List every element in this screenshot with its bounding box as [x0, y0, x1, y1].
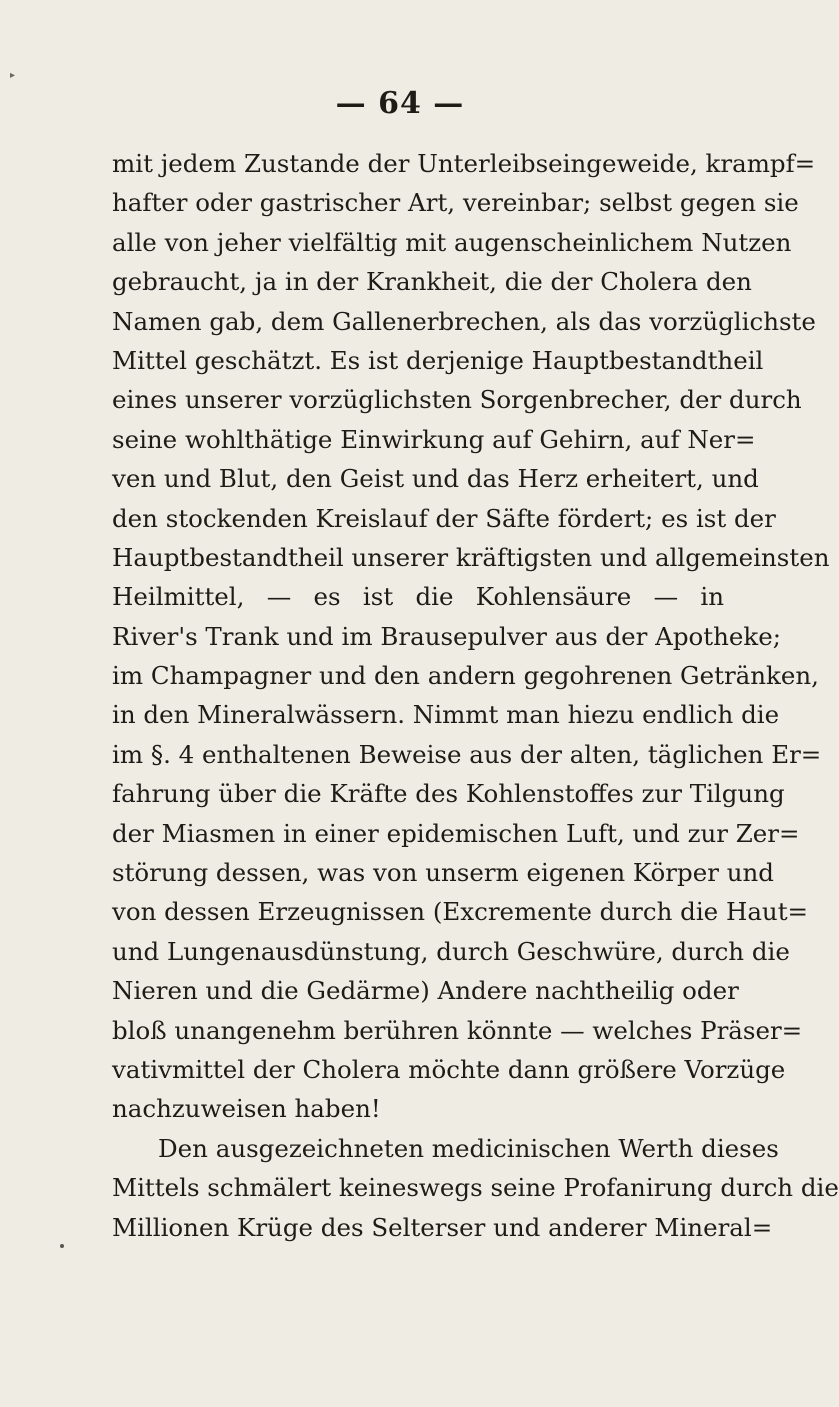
text-line: eines unserer vorzüglichsten Sorgenbrecher, der durch	[112, 385, 802, 415]
text-line: mit jedem Zustande der Unterleibseingeweide, krampf=	[112, 149, 816, 178]
text-line: in den Mineralwässern. Nimmt man hiezu endlich die	[112, 700, 780, 730]
text-line: im §. 4 enthaltenen Beweise aus der alten, täglichen Er=	[112, 739, 822, 769]
text-line: vativmittel der Cholera möchte dann größere Vorzüge	[112, 1054, 786, 1084]
text-line: von dessen Erzeugnissen (Excremente durch die Haut=	[112, 897, 809, 927]
text-line: seine wohlthätige Einwirkung auf Gehirn, auf Ner=	[112, 424, 756, 454]
text-line: nachzuweisen haben!	[112, 1094, 381, 1124]
text-line: bloß unangenehm berühren könnte — welches Präser=	[112, 1015, 803, 1045]
text-line: hafter oder gastrischer Art, vereinbar; selbst gegen sie	[112, 188, 799, 218]
text-line: alle von jeher vielfältig mit augenscheinlichem Nutzen	[112, 227, 792, 257]
text-line: River's Trank und im Brausepulver aus der Apotheke;	[112, 621, 781, 651]
body-text	[112, 144, 839, 1247]
text-line: Nieren und die Gedärme) Andere nachtheilig oder	[112, 976, 739, 1006]
text-line: gebraucht, ja in der Krankheit, die der Cholera den	[112, 267, 752, 297]
text-line: fahrung über die Kräfte des Kohlenstoffes zur Tilgung	[112, 779, 785, 809]
text-line: Mittel geschätzt. Es ist derjenige Hauptbestandtheil	[112, 345, 764, 375]
page-marker: ▸	[10, 70, 16, 81]
text-line: im Champagner und den andern gegohrenen Getränken,	[112, 661, 819, 691]
text-line: ven und Blut, den Geist und das Herz erheitert, und	[112, 464, 759, 494]
text-line: der Miasmen in einer epidemischen Luft, und zur Zer=	[112, 818, 800, 848]
page-number-header: — 64 —	[335, 86, 465, 121]
text-line: störung dessen, was von unserm eigenen Körper und	[112, 858, 774, 888]
margin-dot	[60, 1244, 64, 1248]
text-line: Namen gab, dem Gallenerbrechen, als das vorzüglichste	[112, 306, 816, 336]
text-line: Den ausgezeichneten medicinischen Werth dieses	[158, 1133, 779, 1163]
text-line: Hauptbestandtheil unserer kräftigsten und allgemeinsten	[112, 542, 830, 572]
text-line: den stockenden Kreislauf der Säfte fördert; es ist der	[112, 503, 776, 533]
text-line: Heilmittel, — es ist die Kohlensäure — in	[112, 582, 724, 612]
text-line: und Lungenausdünstung, durch Geschwüre, durch die	[112, 936, 790, 966]
text-line: Millionen Krüge des Selterser und anderer Mineral=	[112, 1212, 773, 1242]
text-line: Mittels schmälert keineswegs seine Profanirung durch die	[112, 1173, 839, 1203]
